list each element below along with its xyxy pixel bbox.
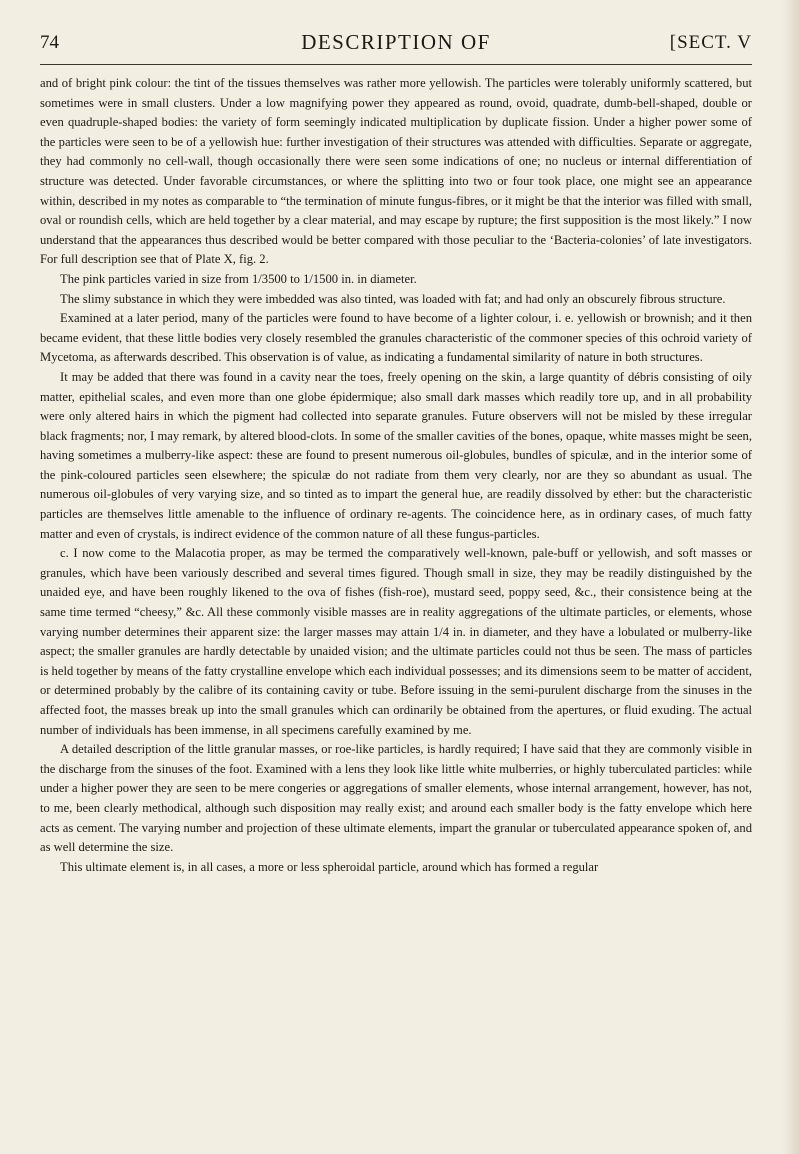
section-marker: [SECT. V <box>669 32 752 53</box>
page-edge-shadow <box>782 0 800 1154</box>
page-header <box>40 28 752 65</box>
paragraph: and of bright pink colour: the tint of the tissues themselves was rather more yellowish. The particles were tolerably uniformly scattered, but sometimes were in small clusters. Under a low magnifying power they appeared as round, ovoid, quadrate, dumb-bell-shaped, double or even quadruple-shaped bodies: the variety of form seemingly indicated multiplication by duplicate fission. Under a higher power some of the particles were seen to be of a yellowish hue: further investigation of their structures was attended with difficulties. Separate or aggregate, they had commonly no cell-wall, though occasionally there were seen some indications of one; no nucleus or internal differentiation of structure was detected. Under favorable circumstances, or where the splitting into two or four took place, one might see an appearance within, described in my notes as comparable to “the termination of minute fungus-fibres, or it might be that the interior was filled with small, oval or roundish cells, which are held together by a clear material, and may escape by rupture; the first supposition is the most likely.” I now understand that the appearances thus described would be better compared with those peculiar to the ‘Bacteria-colonies’ of late investigators. For full description see that of Plate X, fig. 2. <box>40 76 752 267</box>
running-title: DESCRIPTION OF <box>301 30 491 54</box>
paragraph: A detailed description of the little granular masses, or roe-like particles, is hardly required; I have said that they are commonly visible in the discharge from the sinuses of the foot. Examined with a lens they look like little white mulberries, or highly tuberculated particles: while under a higher power they are seen to be mere congeries or aggregations of smaller elements, whose internal arrangement, however, has not, to me, been clearly methodical, although such disposition may really exist; and around each smaller body is the fatty envelope which here acts as cement. The varying number and projection of these ultimate elements, impart the granular or tuberculated appearance spoken of, and as well determine the size. <box>40 742 752 855</box>
paragraph: It may be added that there was found in a cavity near the toes, freely opening on the skin, a large quantity of débris consisting of oily matter, epithelial scales, and even more than one globe épidermique; also small dark masses which readily tore up, and in all probability were only altered hairs in which the pigment had collected into separate granules. Future observers will not be misled by these irregular black fragments; nor, I may remark, by altered blood-clots. In some of the smaller cavities of the bones, opaque, white masses might be seen, having sometimes a mulberry-like aspect: these are found to present numerous oil-globules, bundles of spiculæ, and in the interior some of the pink-coloured particles seen elsewhere; the spiculæ do not radiate from them very clearly, nor are they so abundant as usual. The numerous oil-globules of very varying size, and so tinted as to impart the general hue, are readily dissolved by ether: but the characteristic particles are themselves little amenable to the influence of ordinary re-agents. The coincidence here, as in ordinary cases, of much fatty matter and even of crystals, is indirect evidence of the common nature of all these fungus-particles. <box>40 369 752 541</box>
paragraph: Examined at a later period, many of the particles were found to have become of a lighter colour, i. e. yellowish or brownish; and it then became evident, that these little bodies very closely resembled the granules characteristic of the commoner species of this ochroid variety of Mycetoma, as afterwards described. This observation is of value, as indicating a fundamental similarity of nature in both structures. <box>40 311 752 365</box>
paragraph: The pink particles varied in size from 1/3500 to 1/1500 in. in diameter. <box>60 271 417 286</box>
paragraph: The slimy substance in which they were imbedded was also tinted, was loaded with fat; and had only an obscurely fibrous structure. <box>60 291 726 306</box>
paragraph: c. I now come to the Malacotia proper, as may be termed the comparatively well-known, pale-buff or yellowish, and soft masses or granules, which have been variously described and several times figured. Though small in size, they may be readily distinguished by the unaided eye, and have been roughly likened to the ova of fishes (fish-roe), mustard seed, poppy seed, &c., their consistence being at the same time termed “cheesy,” &c. All these commonly visible masses are in reality aggregations of the ultimate particles, or elements, whose varying number determines their apparent size: the larger masses may attain 1/4 in. in diameter, and they have a lobulated or mulberry-like aspect; the smaller granules are hardly detectable by unaided vision; and the ultimate particles could not thus be seen. The mass of particles is held together by means of the fatty crystalline envelope which each individual possesses; and its dimensions seem to be matter of accident, or determined probably by the calibre of its containing cavity or tube. Before issuing in the semi-purulent discharge from the sinuses in the affected foot, the masses break up into the small granules which can ordinarily be obtained from the apertures, or fluid exuding. The actual number of individuals has been immense, in all specimens carefully examined by me. <box>40 546 752 737</box>
body-text <box>40 74 752 877</box>
page-number: 74 <box>40 32 59 53</box>
paragraph: This ultimate element is, in all cases, a more or less spheroidal particle, around which has formed a regular <box>60 859 599 874</box>
